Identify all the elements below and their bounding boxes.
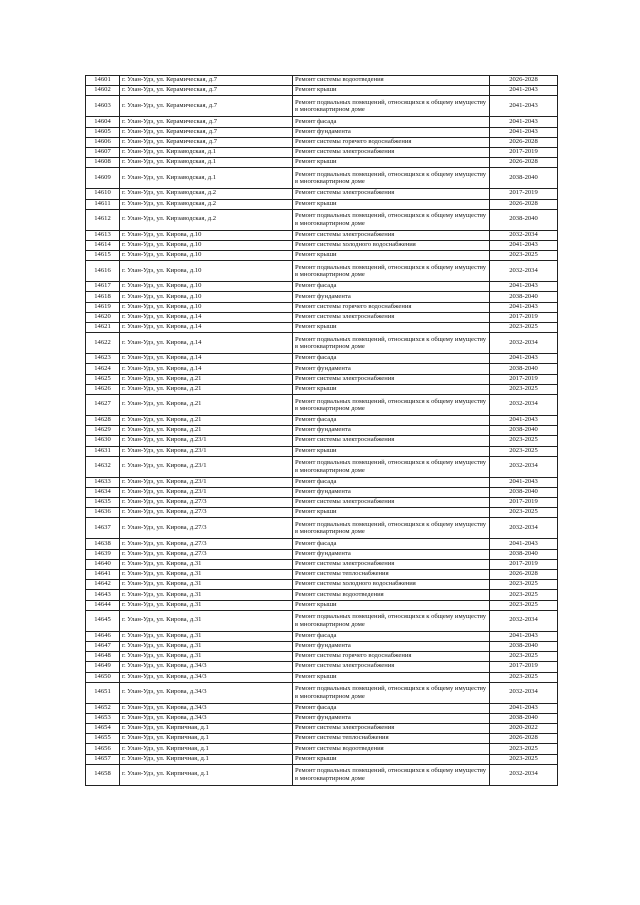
table-row <box>86 662 558 672</box>
row-number: 14642 <box>86 580 120 590</box>
row-term: 2041-2043 <box>490 240 558 250</box>
row-address: г. Улан-Удэ, ул. Кирова, д.34/3 <box>120 662 293 672</box>
row-term: 2017-2019 <box>490 374 558 384</box>
row-address: г. Улан-Удэ, ул. Кирпичная, д.1 <box>120 734 293 744</box>
row-address: г. Улан-Удэ, ул. Кирова, д.31 <box>120 570 293 580</box>
row-work-type: Ремонт системы горячего водоснабжения <box>293 137 490 147</box>
row-address: г. Улан-Удэ, ул. Кирова, д.23/1 <box>120 477 293 487</box>
row-work-type: Ремонт фасада <box>293 631 490 641</box>
table-row <box>86 302 558 312</box>
row-address: г. Улан-Удэ, ул. Кирова, д.21 <box>120 394 293 415</box>
row-number: 14617 <box>86 282 120 292</box>
row-address: г. Улан-Удэ, ул. Кирзаводская, д.1 <box>120 168 293 189</box>
table-row <box>86 189 558 199</box>
row-number: 14653 <box>86 713 120 723</box>
row-number: 14652 <box>86 703 120 713</box>
row-address: г. Улан-Удэ, ул. Кирова, д.34/3 <box>120 672 293 682</box>
row-number: 14620 <box>86 312 120 322</box>
row-work-type: Ремонт фасада <box>293 539 490 549</box>
row-address: г. Улан-Удэ, ул. Керамическая, д.7 <box>120 137 293 147</box>
row-number: 14631 <box>86 446 120 456</box>
row-term: 2038-2040 <box>490 641 558 651</box>
row-term: 2026-2028 <box>490 734 558 744</box>
row-term: 2023-2025 <box>490 446 558 456</box>
table-row <box>86 374 558 384</box>
row-work-type: Ремонт системы водоотведения <box>293 590 490 600</box>
row-work-type: Ремонт подвальных помещений, относящихся к общему имуществу в многоквартирном доме <box>293 682 490 703</box>
table-row <box>86 251 558 261</box>
table-body <box>86 76 558 786</box>
row-work-type: Ремонт фасада <box>293 117 490 127</box>
row-work-type: Ремонт системы горячего водоснабжения <box>293 652 490 662</box>
row-number: 14611 <box>86 199 120 209</box>
row-term: 2023-2025 <box>490 600 558 610</box>
row-work-type: Ремонт крыши <box>293 323 490 333</box>
table-row <box>86 76 558 86</box>
row-address: г. Улан-Удэ, ул. Кирова, д.10 <box>120 282 293 292</box>
row-address: г. Улан-Удэ, ул. Кирова, д.23/1 <box>120 456 293 477</box>
row-number: 14612 <box>86 209 120 230</box>
row-address: г. Улан-Удэ, ул. Кирова, д.14 <box>120 312 293 322</box>
row-term: 2038-2040 <box>490 713 558 723</box>
row-term: 2017-2019 <box>490 498 558 508</box>
row-number: 14636 <box>86 508 120 518</box>
row-work-type: Ремонт подвальных помещений, относящихся к общему имуществу в многоквартирном доме <box>293 261 490 282</box>
row-work-type: Ремонт крыши <box>293 600 490 610</box>
table-row <box>86 436 558 446</box>
row-work-type: Ремонт системы водоотведения <box>293 744 490 754</box>
table-row <box>86 158 558 168</box>
row-number: 14604 <box>86 117 120 127</box>
row-number: 14643 <box>86 590 120 600</box>
row-number: 14640 <box>86 559 120 569</box>
row-term: 2041-2043 <box>490 117 558 127</box>
row-work-type: Ремонт фундамента <box>293 487 490 497</box>
row-work-type: Ремонт крыши <box>293 446 490 456</box>
row-work-type: Ремонт фундамента <box>293 549 490 559</box>
row-address: г. Улан-Удэ, ул. Кирзаводская, д.1 <box>120 147 293 157</box>
row-work-type: Ремонт крыши <box>293 251 490 261</box>
table-row <box>86 354 558 364</box>
row-number: 14658 <box>86 764 120 785</box>
row-work-type: Ремонт фундамента <box>293 713 490 723</box>
row-work-type: Ремонт системы электроснабжения <box>293 436 490 446</box>
table-row <box>86 682 558 703</box>
row-work-type: Ремонт фундамента <box>293 292 490 302</box>
table-row <box>86 641 558 651</box>
row-term: 2041-2043 <box>490 631 558 641</box>
row-term: 2023-2025 <box>490 251 558 261</box>
row-term: 2026-2028 <box>490 570 558 580</box>
row-number: 14657 <box>86 754 120 764</box>
row-term: 2032-2034 <box>490 764 558 785</box>
table-row <box>86 127 558 137</box>
row-term: 2032-2034 <box>490 682 558 703</box>
row-work-type: Ремонт подвальных помещений, относящихся к общему имуществу в многоквартирном доме <box>293 96 490 117</box>
row-number: 14629 <box>86 426 120 436</box>
row-number: 14638 <box>86 539 120 549</box>
row-term: 2038-2040 <box>490 292 558 302</box>
row-term: 2041-2043 <box>490 302 558 312</box>
row-work-type: Ремонт подвальных помещений, относящихся к общему имуществу в многоквартирном доме <box>293 518 490 539</box>
row-number: 14644 <box>86 600 120 610</box>
table-row <box>86 282 558 292</box>
table-row <box>86 734 558 744</box>
row-term: 2038-2040 <box>490 168 558 189</box>
row-term: 2023-2025 <box>490 590 558 600</box>
row-work-type: Ремонт фасада <box>293 354 490 364</box>
row-number: 14621 <box>86 323 120 333</box>
row-term: 2032-2034 <box>490 610 558 631</box>
row-work-type: Ремонт подвальных помещений, относящихся к общему имуществу в многоквартирном доме <box>293 764 490 785</box>
row-address: г. Улан-Удэ, ул. Кирова, д.27/3 <box>120 518 293 539</box>
row-term: 2017-2019 <box>490 147 558 157</box>
row-work-type: Ремонт подвальных помещений, относящихся к общему имуществу в многоквартирном доме <box>293 394 490 415</box>
table-row <box>86 580 558 590</box>
row-address: г. Улан-Удэ, ул. Кирпичная, д.1 <box>120 744 293 754</box>
row-work-type: Ремонт подвальных помещений, относящихся к общему имуществу в многоквартирном доме <box>293 209 490 230</box>
row-address: г. Улан-Удэ, ул. Кирпичная, д.1 <box>120 764 293 785</box>
row-term: 2017-2019 <box>490 189 558 199</box>
row-term: 2041-2043 <box>490 415 558 425</box>
row-address: г. Улан-Удэ, ул. Керамическая, д.7 <box>120 86 293 96</box>
row-number: 14607 <box>86 147 120 157</box>
table-row <box>86 703 558 713</box>
row-work-type: Ремонт фасада <box>293 415 490 425</box>
row-term: 2032-2034 <box>490 230 558 240</box>
table-row <box>86 518 558 539</box>
table-row <box>86 744 558 754</box>
row-term: 2038-2040 <box>490 549 558 559</box>
table-row <box>86 147 558 157</box>
row-address: г. Улан-Удэ, ул. Кирова, д.31 <box>120 590 293 600</box>
table-row <box>86 230 558 240</box>
row-number: 14639 <box>86 549 120 559</box>
table-row <box>86 323 558 333</box>
table-row <box>86 600 558 610</box>
row-term: 2038-2040 <box>490 426 558 436</box>
row-term: 2023-2025 <box>490 436 558 446</box>
row-number: 14633 <box>86 477 120 487</box>
row-address: г. Улан-Удэ, ул. Кирова, д.10 <box>120 292 293 302</box>
row-term: 2017-2019 <box>490 559 558 569</box>
row-address: г. Улан-Удэ, ул. Керамическая, д.7 <box>120 127 293 137</box>
row-term: 2038-2040 <box>490 487 558 497</box>
row-term: 2041-2043 <box>490 703 558 713</box>
row-term: 2041-2043 <box>490 354 558 364</box>
table-row <box>86 456 558 477</box>
row-address: г. Улан-Удэ, ул. Кирова, д.23/1 <box>120 446 293 456</box>
table-row <box>86 508 558 518</box>
row-number: 14618 <box>86 292 120 302</box>
repair-schedule-table <box>85 75 558 786</box>
row-term: 2023-2025 <box>490 754 558 764</box>
row-address: г. Улан-Удэ, ул. Кирова, д.10 <box>120 251 293 261</box>
row-number: 14641 <box>86 570 120 580</box>
row-address: г. Улан-Удэ, ул. Кирова, д.34/3 <box>120 682 293 703</box>
row-work-type: Ремонт системы водоотведения <box>293 76 490 86</box>
row-number: 14603 <box>86 96 120 117</box>
row-work-type: Ремонт крыши <box>293 754 490 764</box>
row-number: 14615 <box>86 251 120 261</box>
row-number: 14625 <box>86 374 120 384</box>
row-address: г. Улан-Удэ, ул. Кирова, д.31 <box>120 631 293 641</box>
table-row <box>86 672 558 682</box>
row-number: 14630 <box>86 436 120 446</box>
row-address: г. Улан-Удэ, ул. Кирпичная, д.1 <box>120 724 293 734</box>
row-address: г. Улан-Удэ, ул. Кирова, д.31 <box>120 652 293 662</box>
row-number: 14619 <box>86 302 120 312</box>
row-work-type: Ремонт фундамента <box>293 127 490 137</box>
row-term: 2032-2034 <box>490 394 558 415</box>
table-row <box>86 117 558 127</box>
row-work-type: Ремонт фасада <box>293 477 490 487</box>
row-number: 14637 <box>86 518 120 539</box>
row-work-type: Ремонт системы электроснабжения <box>293 662 490 672</box>
row-number: 14609 <box>86 168 120 189</box>
row-address: г. Улан-Удэ, ул. Кирова, д.34/3 <box>120 713 293 723</box>
row-work-type: Ремонт системы горячего водоснабжения <box>293 302 490 312</box>
row-address: г. Улан-Удэ, ул. Кирова, д.21 <box>120 384 293 394</box>
row-work-type: Ремонт подвальных помещений, относящихся к общему имуществу в многоквартирном доме <box>293 610 490 631</box>
row-term: 2041-2043 <box>490 127 558 137</box>
row-term: 2017-2019 <box>490 312 558 322</box>
row-work-type: Ремонт фундамента <box>293 426 490 436</box>
row-number: 14626 <box>86 384 120 394</box>
row-term: 2041-2043 <box>490 539 558 549</box>
table-row <box>86 415 558 425</box>
row-number: 14646 <box>86 631 120 641</box>
row-number: 14649 <box>86 662 120 672</box>
row-term: 2032-2034 <box>490 456 558 477</box>
row-term: 2038-2040 <box>490 364 558 374</box>
row-term: 2041-2043 <box>490 86 558 96</box>
row-work-type: Ремонт системы электроснабжения <box>293 312 490 322</box>
table-row <box>86 610 558 631</box>
row-term: 2032-2034 <box>490 333 558 354</box>
row-term: 2026-2028 <box>490 76 558 86</box>
row-work-type: Ремонт системы теплоснабжения <box>293 570 490 580</box>
row-number: 14654 <box>86 724 120 734</box>
row-work-type: Ремонт подвальных помещений, относящихся к общему имуществу в многоквартирном доме <box>293 168 490 189</box>
row-number: 14655 <box>86 734 120 744</box>
table-row <box>86 764 558 785</box>
table-row <box>86 384 558 394</box>
row-address: г. Улан-Удэ, ул. Кирова, д.10 <box>120 240 293 250</box>
table-row <box>86 652 558 662</box>
row-work-type: Ремонт крыши <box>293 384 490 394</box>
row-work-type: Ремонт системы электроснабжения <box>293 147 490 157</box>
row-work-type: Ремонт фасада <box>293 703 490 713</box>
table-row <box>86 292 558 302</box>
row-address: г. Улан-Удэ, ул. Кирова, д.14 <box>120 323 293 333</box>
row-work-type: Ремонт крыши <box>293 86 490 96</box>
table-row <box>86 559 558 569</box>
table-row <box>86 539 558 549</box>
row-work-type: Ремонт подвальных помещений, относящихся к общему имуществу в многоквартирном доме <box>293 456 490 477</box>
row-work-type: Ремонт системы электроснабжения <box>293 559 490 569</box>
row-number: 14645 <box>86 610 120 631</box>
row-address: г. Улан-Удэ, ул. Кирова, д.10 <box>120 302 293 312</box>
table-row <box>86 364 558 374</box>
row-address: г. Улан-Удэ, ул. Кирова, д.34/3 <box>120 703 293 713</box>
table-row <box>86 477 558 487</box>
row-address: г. Улан-Удэ, ул. Кирова, д.14 <box>120 333 293 354</box>
table-row <box>86 446 558 456</box>
row-term: 2038-2040 <box>490 209 558 230</box>
row-number: 14614 <box>86 240 120 250</box>
row-work-type: Ремонт фундамента <box>293 364 490 374</box>
row-number: 14632 <box>86 456 120 477</box>
table-row <box>86 86 558 96</box>
row-number: 14634 <box>86 487 120 497</box>
row-work-type: Ремонт крыши <box>293 199 490 209</box>
row-address: г. Улан-Удэ, ул. Кирова, д.31 <box>120 641 293 651</box>
row-term: 2041-2043 <box>490 477 558 487</box>
row-number: 14608 <box>86 158 120 168</box>
row-number: 14616 <box>86 261 120 282</box>
row-work-type: Ремонт системы холодного водоснабжения <box>293 240 490 250</box>
row-work-type: Ремонт подвальных помещений, относящихся к общему имуществу в многоквартирном доме <box>293 333 490 354</box>
table-row <box>86 724 558 734</box>
row-number: 14601 <box>86 76 120 86</box>
table-row <box>86 199 558 209</box>
row-work-type: Ремонт системы холодного водоснабжения <box>293 580 490 590</box>
row-term: 2041-2043 <box>490 96 558 117</box>
row-address: г. Улан-Удэ, ул. Кирова, д.10 <box>120 261 293 282</box>
row-term: 2026-2028 <box>490 137 558 147</box>
row-number: 14602 <box>86 86 120 96</box>
table-row <box>86 333 558 354</box>
row-work-type: Ремонт фундамента <box>293 641 490 651</box>
row-number: 14623 <box>86 354 120 364</box>
row-term: 2020-2022 <box>490 724 558 734</box>
table-row <box>86 137 558 147</box>
row-term: 2032-2034 <box>490 518 558 539</box>
table-row <box>86 168 558 189</box>
table-row <box>86 498 558 508</box>
row-address: г. Улан-Удэ, ул. Кирова, д.31 <box>120 580 293 590</box>
row-term: 2032-2034 <box>490 261 558 282</box>
row-work-type: Ремонт системы теплоснабжения <box>293 734 490 744</box>
row-address: г. Улан-Удэ, ул. Кирова, д.23/1 <box>120 436 293 446</box>
row-address: г. Улан-Удэ, ул. Керамическая, д.7 <box>120 117 293 127</box>
table-row <box>86 96 558 117</box>
table-row <box>86 487 558 497</box>
row-address: г. Улан-Удэ, ул. Кирова, д.31 <box>120 600 293 610</box>
table-row <box>86 631 558 641</box>
table-row <box>86 549 558 559</box>
table-row <box>86 570 558 580</box>
row-number: 14605 <box>86 127 120 137</box>
row-address: г. Улан-Удэ, ул. Кирова, д.23/1 <box>120 487 293 497</box>
row-term: 2041-2043 <box>490 282 558 292</box>
row-work-type: Ремонт системы электроснабжения <box>293 189 490 199</box>
row-term: 2026-2028 <box>490 158 558 168</box>
row-work-type: Ремонт системы электроснабжения <box>293 724 490 734</box>
row-number: 14647 <box>86 641 120 651</box>
row-address: г. Улан-Удэ, ул. Кирпичная, д.1 <box>120 754 293 764</box>
row-term: 2023-2025 <box>490 744 558 754</box>
table-row <box>86 426 558 436</box>
row-number: 14651 <box>86 682 120 703</box>
table-row <box>86 312 558 322</box>
row-work-type: Ремонт крыши <box>293 672 490 682</box>
row-number: 14624 <box>86 364 120 374</box>
row-address: г. Улан-Удэ, ул. Кирзаводская, д.2 <box>120 209 293 230</box>
row-work-type: Ремонт фасада <box>293 282 490 292</box>
table-row <box>86 394 558 415</box>
row-work-type: Ремонт системы электроснабжения <box>293 230 490 240</box>
row-number: 14656 <box>86 744 120 754</box>
row-address: г. Улан-Удэ, ул. Кирова, д.27/3 <box>120 508 293 518</box>
table-row <box>86 754 558 764</box>
row-address: г. Улан-Удэ, ул. Керамическая, д.7 <box>120 96 293 117</box>
row-term: 2023-2025 <box>490 652 558 662</box>
table-row <box>86 590 558 600</box>
row-address: г. Улан-Удэ, ул. Кирова, д.31 <box>120 610 293 631</box>
row-number: 14627 <box>86 394 120 415</box>
row-number: 14635 <box>86 498 120 508</box>
row-number: 14648 <box>86 652 120 662</box>
row-address: г. Улан-Удэ, ул. Кирова, д.21 <box>120 426 293 436</box>
row-address: г. Улан-Удэ, ул. Кирова, д.31 <box>120 559 293 569</box>
row-term: 2023-2025 <box>490 672 558 682</box>
row-work-type: Ремонт крыши <box>293 508 490 518</box>
table-row <box>86 261 558 282</box>
row-address: г. Улан-Удэ, ул. Кирзаводская, д.2 <box>120 189 293 199</box>
row-address: г. Улан-Удэ, ул. Кирова, д.27/3 <box>120 498 293 508</box>
row-number: 14622 <box>86 333 120 354</box>
row-address: г. Улан-Удэ, ул. Керамическая, д.7 <box>120 76 293 86</box>
row-term: 2023-2025 <box>490 508 558 518</box>
row-address: г. Улан-Удэ, ул. Кирзаводская, д.2 <box>120 199 293 209</box>
row-number: 14628 <box>86 415 120 425</box>
row-address: г. Улан-Удэ, ул. Кирова, д.14 <box>120 364 293 374</box>
row-number: 14606 <box>86 137 120 147</box>
row-address: г. Улан-Удэ, ул. Кирова, д.27/3 <box>120 539 293 549</box>
table-row <box>86 713 558 723</box>
row-address: г. Улан-Удэ, ул. Кирова, д.21 <box>120 374 293 384</box>
row-term: 2017-2019 <box>490 662 558 672</box>
table-row <box>86 209 558 230</box>
row-number: 14650 <box>86 672 120 682</box>
table-row <box>86 240 558 250</box>
row-term: 2023-2025 <box>490 580 558 590</box>
row-work-type: Ремонт крыши <box>293 158 490 168</box>
row-address: г. Улан-Удэ, ул. Кирова, д.14 <box>120 354 293 364</box>
row-work-type: Ремонт системы электроснабжения <box>293 374 490 384</box>
row-work-type: Ремонт системы электроснабжения <box>293 498 490 508</box>
row-number: 14610 <box>86 189 120 199</box>
row-term: 2023-2025 <box>490 323 558 333</box>
row-term: 2023-2025 <box>490 384 558 394</box>
row-address: г. Улан-Удэ, ул. Кирова, д.27/3 <box>120 549 293 559</box>
row-term: 2026-2028 <box>490 199 558 209</box>
row-address: г. Улан-Удэ, ул. Кирзаводская, д.1 <box>120 158 293 168</box>
row-number: 14613 <box>86 230 120 240</box>
row-address: г. Улан-Удэ, ул. Кирова, д.21 <box>120 415 293 425</box>
row-address: г. Улан-Удэ, ул. Кирова, д.10 <box>120 230 293 240</box>
